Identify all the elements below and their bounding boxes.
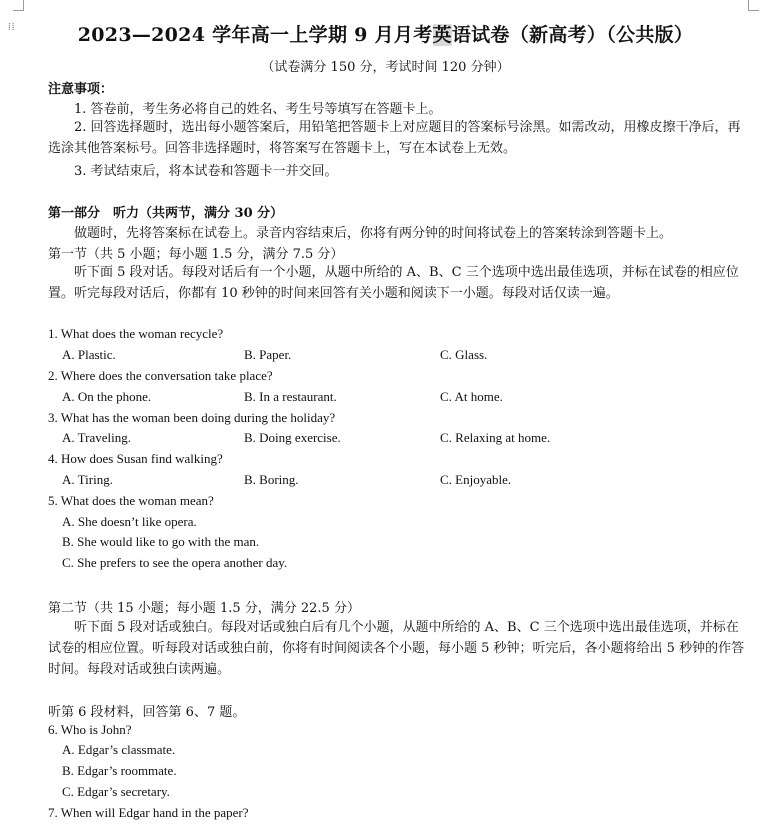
question-3: 3. What has the woman been doing during the holiday? [48,410,336,425]
q4-option-c: C. Enjoyable. [440,472,512,487]
notes-heading: 注意事项： [48,82,114,97]
notes-item-3: 3. 考试结束后，将本试卷和答题卡一并交回。 [74,164,338,179]
title-text-end: 语试卷（新高考）（公共版） [451,24,694,46]
document-title [0,20,771,47]
material-6-heading: 听第 6 段材料，回答第 6、7 题。 [48,705,246,720]
question-6: 6. Who is John? [48,722,132,737]
q6-option-c: C. Edgar’s secretary. [62,784,170,799]
question-7: 7. When will Edgar hand in the paper? [48,805,249,820]
exam-subtitle: （试卷满分 150 分，考试时间 120 分钟） [261,60,510,75]
question-2: 2. Where does the conversation take place? [48,368,273,383]
q6-option-a: A. Edgar’s classmate. [62,742,176,757]
q1-option-a: A. Plastic. [62,347,116,362]
q4-option-a: A. Tiring. [62,472,113,487]
q3-option-a: A. Traveling. [62,430,131,445]
q5-option-b: B. She would like to go with the man. [62,534,260,549]
q2-option-a: A. On the phone. [62,389,152,404]
q4-option-b: B. Boring. [244,472,299,487]
question-4: 4. How does Susan find walking? [48,451,223,466]
q1-option-c: C. Glass. [440,347,488,362]
q2-option-c: C. At home. [440,389,503,404]
drag-handle-icon[interactable]: ⁞⁞ [8,22,16,33]
notes-item-1: 1. 答卷前，考生务必将自己的姓名、考生号等填写在答题卡上。 [74,102,442,117]
corner-mark-top-left [13,0,24,11]
notes-item-2: 2. 回答选择题时，选出每小题答案后，用铅笔把答题卡上对应题目的答案标号涂黑。如需改动，用橡皮擦干净后，再选涂其他答案标号。回答非选择题时，将答案写在答题卡上，写在本试卷上无效。 [48,120,741,156]
section1-heading: 第一节（共 5 小题；每小题 1.5 分，满分 7.5 分） [48,247,344,262]
section2-heading: 第二节（共 15 小题；每小题 1.5 分，满分 22.5 分） [48,601,360,616]
part1-intro: 做题时，先将答案标在试卷上。录音内容结束后，你将有两分钟的时间将试卷上的答案转涂到答题卡上。 [74,226,673,241]
title-text-start: 2023—2024 学年高一上学期 9 月月考 [77,24,433,46]
corner-mark-top-right [748,0,759,11]
q6-option-b: B. Edgar’s roommate. [62,763,177,778]
q5-option-c: C. She prefers to see the opera another day. [62,555,288,570]
section1-instructions: 听下面 5 段对话。每段对话后有一个小题，从题中所给的 A、B、C 三个选项中选出最佳选项，并标在试卷的相应位置。听完每段对话后，你都有 10 秒钟的时间来回答有关小题和阅读下一小题。每段对话仅读一遍。 [48,265,739,301]
part1-heading: 第一部分 听力（共两节，满分 30 分） [48,206,284,221]
q2-option-b: B. In a restaurant. [244,389,337,404]
q5-option-a: A. She doesn’t like opera. [62,514,197,529]
q3-option-c: C. Relaxing at home. [440,430,551,445]
question-1: 1. What does the woman recycle? [48,326,224,341]
title-highlighted-char: 英 [432,24,452,46]
question-5: 5. What does the woman mean? [48,493,214,508]
q3-option-b: B. Doing exercise. [244,430,341,445]
q1-option-b: B. Paper. [244,347,292,362]
section2-instructions: 听下面 5 段对话或独白。每段对话或独白后有几个小题，从题中所给的 A、B、C 三个选项中选出最佳选项，并标在试卷的相应位置。听每段对话或独白前，你将有时间阅读各个小题，每小题 5 秒钟；听完后，各小题将给出 5 秒钟的作答时间。每段对话或独白读两遍。 [48,620,745,677]
